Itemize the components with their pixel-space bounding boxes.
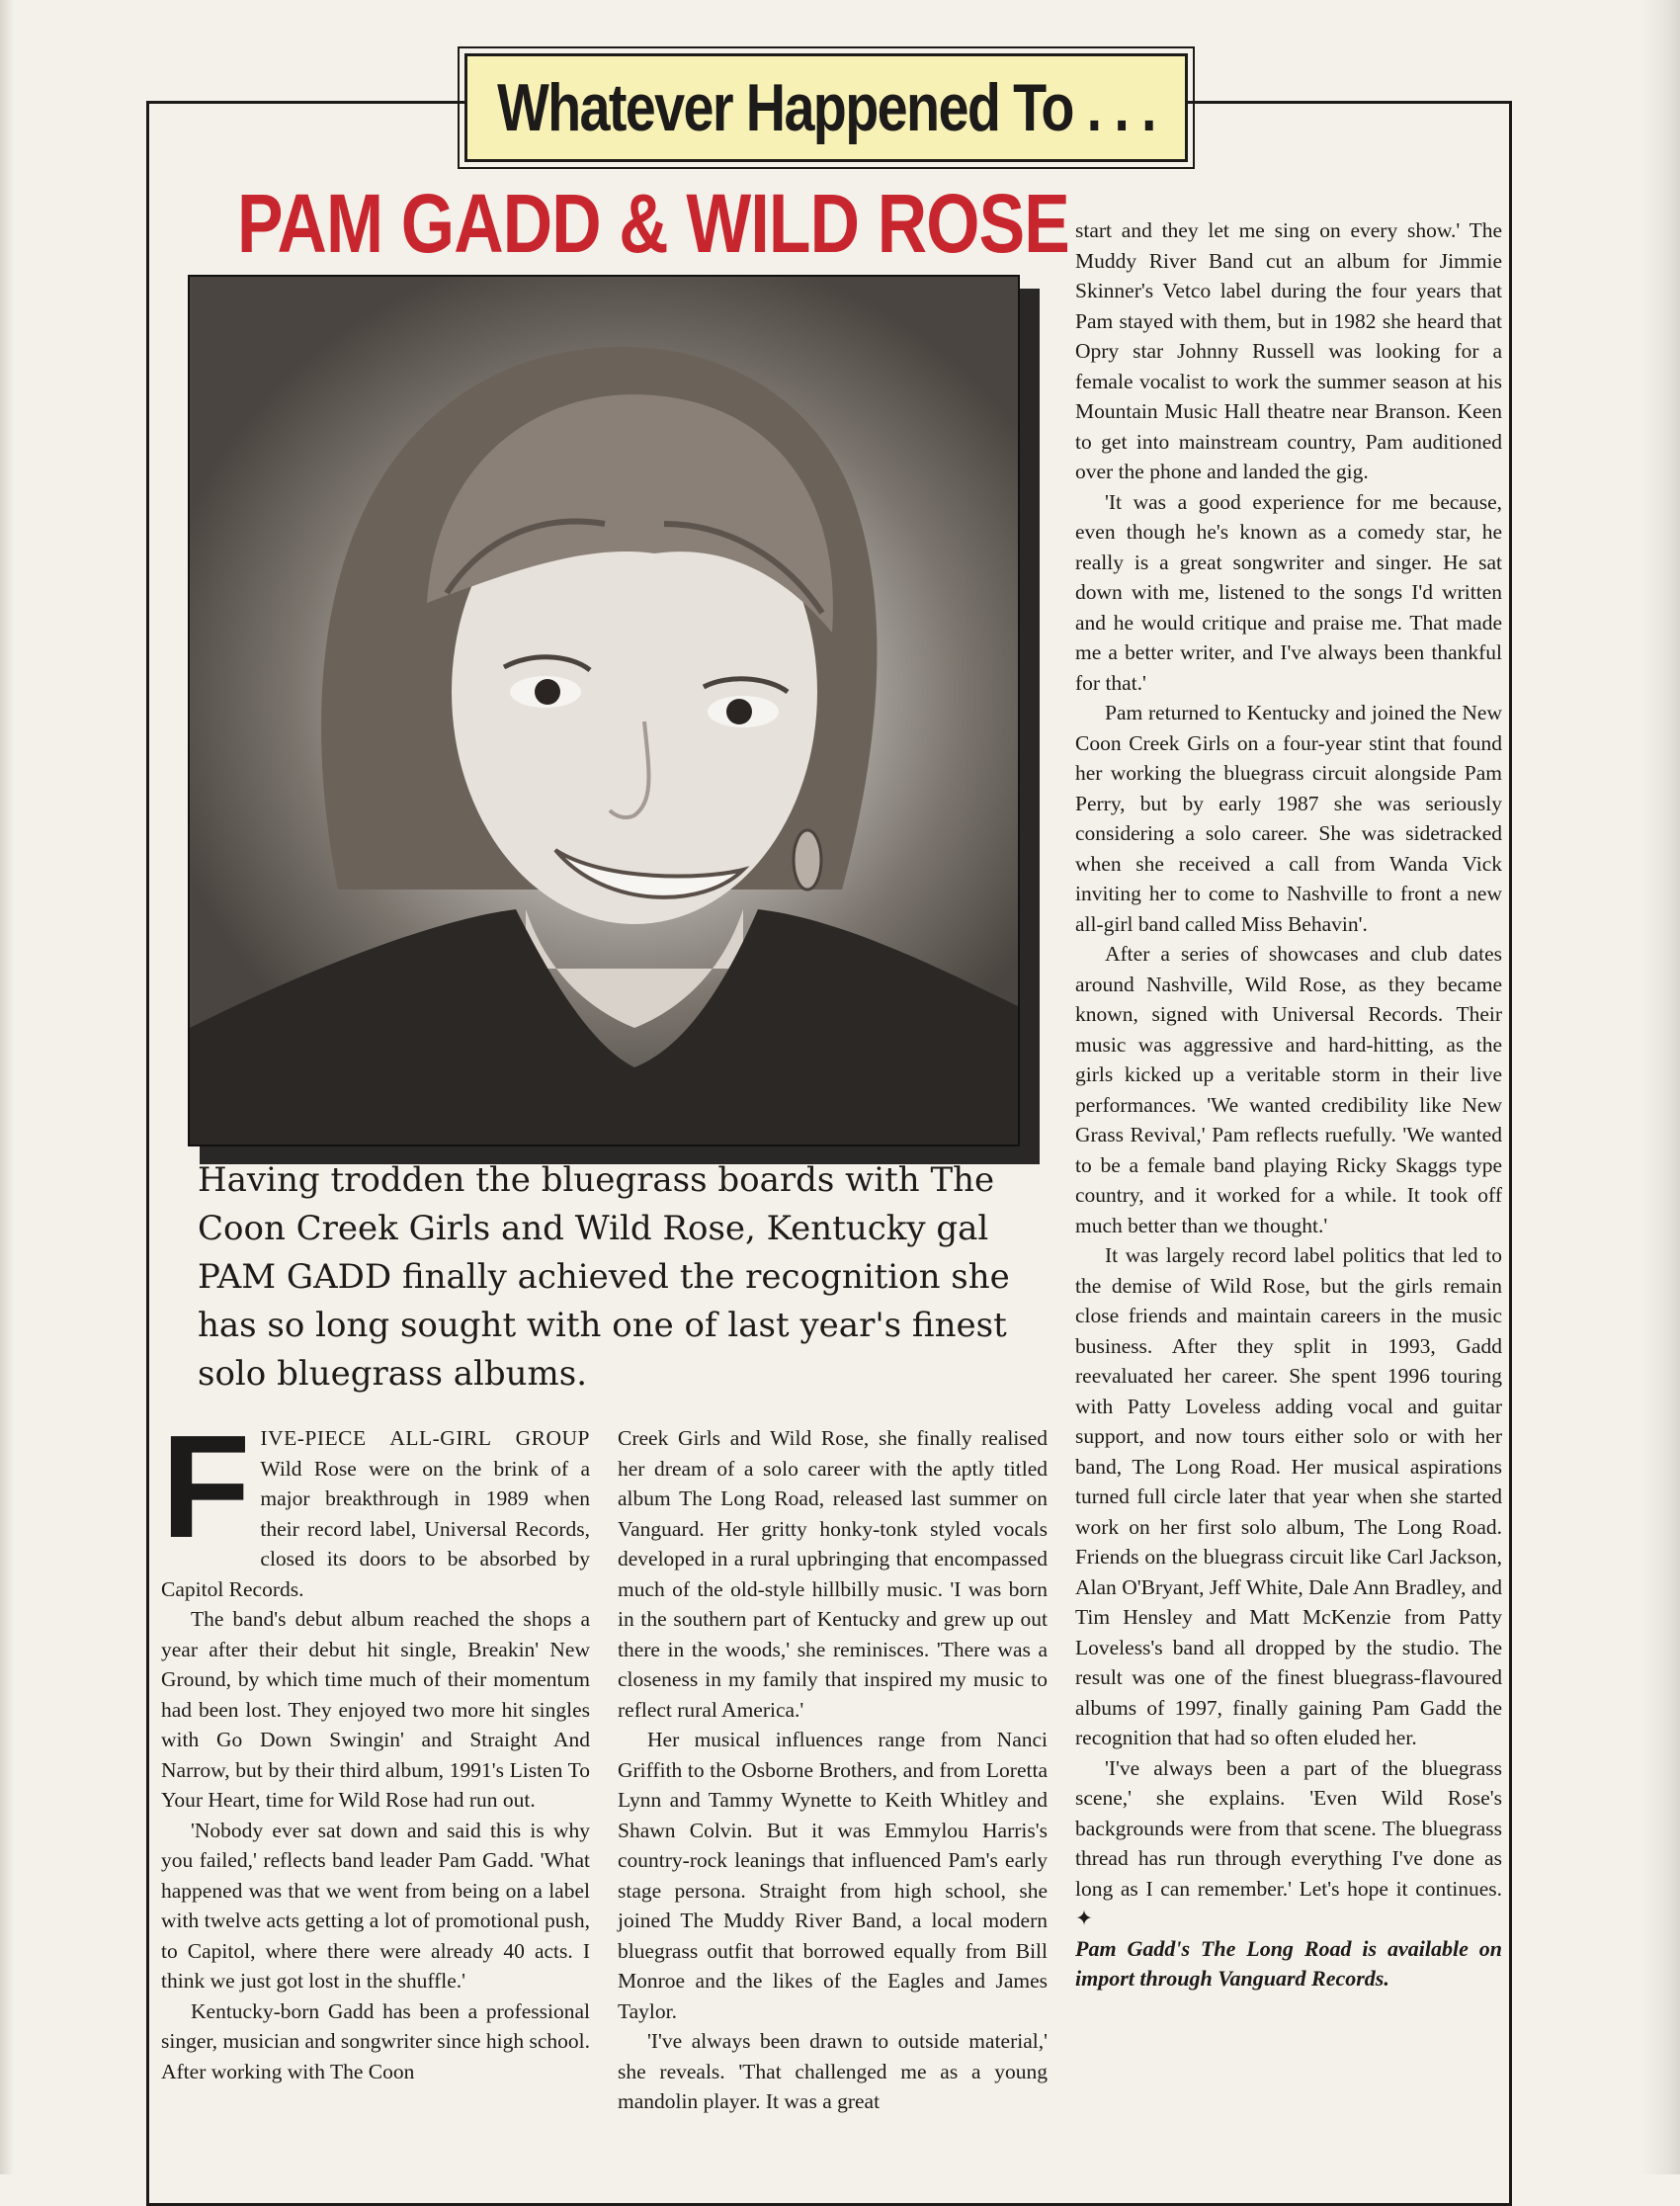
article-column-2 <box>618 1423 1048 2117</box>
article-deck: Having trodden the bluegrass boards with The Coon Creek Girls and Wild Rose, Kentucky gal PAM GADD finally achieved the recognition she has so long sought with one of last year's finest solo bluegrass albums. <box>198 1160 1010 1394</box>
article-column-1 <box>161 1405 590 2086</box>
paragraph: It was largely record label politics that led to the demise of Wild Rose, but the girls remain close friends and maintain careers in the music business. After they split in 1993, Gadd reevaluated her career. She spent 1996 touring with Patty Loveless adding vocal and guitar support, and now tours either solo or with her band, The Long Road. Her musical aspirations turned full circle later that year when she started work on her first solo album, The Long Road. Friends on the bluegrass circuit like Carl Jackson, Alan O'Bryant, Jeff White, Dale Ann Bradley, and Tim Hensley and Matt McKenzie from Patty Loveless's band all dropped by the studio. The result was one of the finest bluegrass-flavoured albums of 1997, finally gaining Pam Gadd the recognition that had so often eluded her. <box>1075 1243 1502 1749</box>
album-credit: Pam Gadd's The Long Road is available on import through Vanguard Records. <box>1075 1935 1502 1991</box>
paragraph: Pam returned to Kentucky and joined the New Coon Creek Girls on a four-year stint that found her working the bluegrass circuit alongside Pam Perry, but by early 1987 she was seriously considering a solo career. She was sidetracked when she received a call from Wanda Vick inviting her to come to Nashville to front a new all-girl band called Miss Behavin'. <box>1075 701 1502 936</box>
article-column-3 <box>1075 215 1502 1994</box>
paragraph: After a series of showcases and club dates around Nashville, Wild Rose, as they became known, signed with Universal Records. Their music was aggressive and hard-hitting, as the girls kicked up a veritable storm in their live performances. 'We wanted credibility like New Grass Revival,' Pam reflects ruefully. 'We wanted to be a female band playing Ricky Skaggs type country, and it worked for a while. It took off much better than we thought.' <box>1075 942 1502 1237</box>
paragraph: 'I've always been a part of the bluegrass scene,' she explains. 'Even Wild Rose's backgrounds were from that scene. The bluegrass thread has run through everything I've done as long as I can remember.' Let's hope it continues. ✦ <box>1075 1755 1502 1930</box>
paragraph: 'It was a good experience for me because, even though he's known as a comedy star, he really is a great songwriter and singer. He sat down with me, listened to the songs I'd written and he would critique and praise me. That made me a better writer, and I've always been thankful for that.' <box>1075 489 1502 695</box>
portrait-photo <box>188 275 1020 1146</box>
paragraph: The band's debut album reached the shops a year after their debut hit single, Breakin' New Ground, by which time much of their momentum had been lost. They enjoyed two more hit singles with Go Down Swingin' and Straight And Narrow, but by their third album, 1991's Listen To Your Heart, time for Wild Rose had run out. <box>161 1607 590 1812</box>
section-banner <box>464 53 1188 162</box>
paragraph: Her musical influences range from Nanci Griffith to the Osborne Brothers, and from Loretta Lynn and Tammy Wynette to Keith Whitley and Shawn Colvin. But it was Emmylou Harris's country-rock leanings that influenced Pam's early stage persona. Straight from high school, she joined The Muddy River Band, a local modern bluegrass outfit that borrowed equally from Bill Monroe and the likes of the Eagles and James Taylor. <box>618 1728 1048 2023</box>
page-right-edge <box>1640 0 1680 2174</box>
drop-cap: F <box>161 1405 251 1569</box>
lede-text: Wild Rose were on the brink of a major breakthrough in 1989 when their record label, Universal Records, closed its doors to be absorbed by Capitol Records. <box>161 1456 590 1601</box>
paragraph: 'I've always been drawn to outside material,' she reveals. 'That challenged me as a young mandolin player. It was a great <box>618 2029 1048 2113</box>
paragraph: Creek Girls and Wild Rose, she finally realised her dream of a solo career with the aptly titled album The Long Road, released last summer on Vanguard. Her gritty honky-tonk styled vocals developed in a rural upbringing that encompassed much of the old-style hillbilly music. 'I was born in the southern part of Kentucky and grew up out there in the woods,' she reminisces. 'There was a closeness in my family that inspired my music to reflect rural America.' <box>618 1426 1048 1722</box>
paragraph: 'Nobody ever sat down and said this is why you failed,' reflects band leader Pam Gadd. 'What happened was that we went from being on a label with twelve acts getting a lot of promotional push, to Capitol, where there were already 40 acts. I think we just got lost in the shuffle.' <box>161 1818 590 1993</box>
paragraph: start and they let me sing on every show.' The Muddy River Band cut an album for Jimmie Skinner's Vetco label during the four years that Pam stayed with them, but in 1982 she heard that Opry star Johnny Russell was looking for a female vocalist to work the summer season at his Mountain Music Hall theatre near Branson. Keen to get into mainstream country, Pam auditioned over the phone and landed the gig. <box>1075 218 1502 483</box>
banner-title: Whatever Happened To . . . <box>497 70 1155 145</box>
paragraph <box>161 1405 590 1604</box>
portrait-illustration <box>190 277 1020 1146</box>
lede-caps: IVE-PIECE ALL-GIRL GROUP <box>260 1426 590 1450</box>
paragraph: Kentucky-born Gadd has been a professional singer, musician and songwriter since high school. After working with The Coon <box>161 1998 590 2083</box>
page-left-edge <box>0 0 14 2174</box>
article-headline: PAM GADD & WILD ROSE <box>237 177 1069 270</box>
